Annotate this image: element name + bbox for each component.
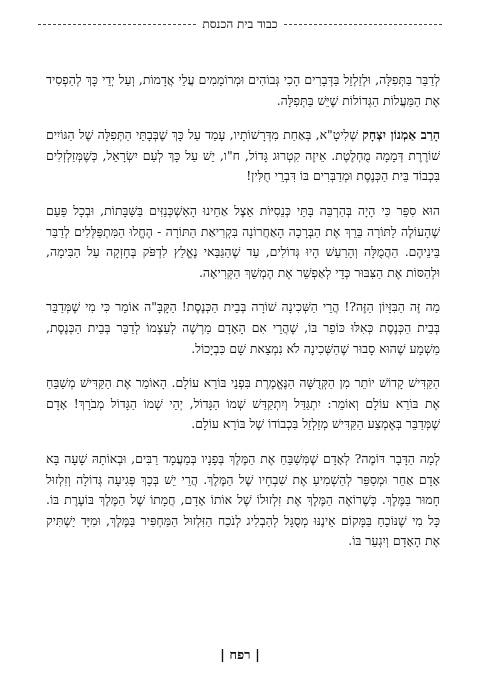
- paragraph-text: שְׁלִיטָ"א, בְּאַחַת מִדְּרָשׁוֹתָיו, עָמַד עַל כָּךְ שֶׁבְּבָתֵּי הַתְּפִלָּה שֶׁל הַגּוֹיִים שׁוֹרֶרֶת דְּמָמָה מֻחְלֶטֶת. אֵיזֶה קִטְרוּג גָּדוֹל, ח"ו, יֵשׁ עַל כָּךְ לְעַם יִשְׂרָאֵל, כְּשֶׁמְּזַלְזְלִים בִּכְבוֹד בֵּית הַכְּנֶסֶת וּמְדַבְּרִים בּוֹ דִּבְרֵי חֻלִּין!: [46, 127, 440, 184]
- paragraph: הוּא סִפֵּר כִּי הָיָה בְּהַרְבֵּה בָּתֵּי כְּנֵסִיּוֹת אֵצֶל אַחֵינוּ הָאַשְׁכְּנַזִּים בַּשַּׁבָּתוֹת, וּבְכָל פַּעַם שֶׁהָעוֹלֶה לַתּוֹרָה בֵּרֵךְ אֶת הַבְּרָכָה הָאַחֲרוֹנָה בִּקְרִיאַת הַתּוֹרָה - הֶחֱלוּ הַמִּתְפַּלְּלִים לְדַבֵּר בֵּינֵיהֶם. הַהֲמֻלָּה וְהָרַעַשׁ הָיוּ גְּדוֹלִים, עַד שֶׁהַגַּבַּאי נֶאֱלַץ לִדְפֹּק בְּחָזְקָה עַל הַבִּימָה, וּלְהַסּוֹת אֶת הַצִּבּוּר כְּדֵי לְאַפְשֵׁר אֶת הֶמְשֵׁךְ הַקְּרִיאָה.: [46, 202, 440, 280]
- page-number: | רפח |: [220, 648, 260, 663]
- running-header: [38, 14, 442, 34]
- rabbi-name: הָרַב אַמְנוֹן יִצְחָק: [362, 127, 440, 143]
- header-rule-left: [38, 24, 196, 25]
- paragraph: לְדַבֵּר בַּתְּפִלָּה, וּלְזַלְזֵל בַּדְּבָרִים הָכִי גְּבוֹהִים וּמְרוֹמָמִים עֲלֵי אֲדָמוֹת, וְעַל יְדֵי כָּךְ לְהַפְסִיד אֶת הַמַּעֲלוֹת הַגְּדוֹלוֹת שֶׁיֵּשׁ בַּתְּפִלָּה.: [46, 72, 440, 108]
- header-title: כבוד בית הכנסת: [202, 16, 278, 31]
- body-text: [46, 70, 440, 566]
- paragraph: הַקַּדִּישׁ קָדוֹשׁ יוֹתֵר מִן הַקְּדֻשָּׁה הַנֶּאֱמֶרֶת בִּפְנֵי בּוֹרֵא עוֹלָם. הָאוֹמֵר אֶת הַקַּדִּישׁ מְשַׁבֵּחַ אֶת בּוֹרֵא עוֹלָם וְאוֹמֵר: יִתְגַּדַּל וְיִתְקַדַּשׁ שְׁמוֹ הַגָּדוֹל, יְהֵי שְׁמוֹ הַגָּדוֹל מְבֹרָךְ! אָדָם שֶׁמְּדַבֵּר בְּאֶמְצַע הַקַּדִּישׁ מְזַלְזֵל בִּכְבוֹדוֹ שֶׁל בּוֹרֵא עוֹלָם.: [46, 375, 440, 432]
- paragraph: מַה זֶּה הַבִּזָּיוֹן הַזֶּה?! הֲרֵי הַשְּׁכִינָה שׁוֹרָה בְּבֵית הַכְּנֶסֶת! הַקָּבָּ"ה אוֹמֵר כִּי מִי שֶׁמְּדַבֵּר בְּבֵית הַכְּנֶסֶת כְּאִלּוּ כּוֹפֵר בּוֹ, שֶׁהֲרֵי אִם הָאָדָם מַרְשֶׁה לְעַצְמוֹ לְדַבֵּר בְּבֵית הַכְּנֶסֶת, מַשְׁמָע שֶׁהוּא סָבוּר שֶׁהַשְּׁכִינָה לֹא נִמְצֵאת שָׁם כִּבְיָכוֹל.: [46, 299, 440, 356]
- header-rule-right: [284, 24, 442, 25]
- paragraph: [46, 125, 440, 187]
- paragraph: לְמָה הַדָּבָר דּוֹמֶה? לְאָדָם שֶׁמְּשַׁבֵּחַ אֶת הַמֶּלֶךְ בְּפָנָיו בְּמַעֲמָד רַבִּים, וּבְאוֹתָהּ שָׁעָה בָּא אָדָם אַחֵר וּמְסַפֵּר לְהַשְׁמִיעַ אֶת שִׁבְחָיו שֶׁל הַמֶּלֶךְ. הֲרֵי יֵשׁ בְּכָךְ פְּגִיעָה גְּדוֹלָה וְזִלְזוּל חָמוּר בַּמֶּלֶךְ. כְּשֶׁרוֹאֶה הַמֶּלֶךְ אֶת זִלְזוּלוֹ שֶׁל אוֹתוֹ אָדָם, חֲמָתוֹ שֶׁל הַמֶּלֶךְ בּוֹעֶרֶת בּוֹ. כָּל מִי שֶׁנּוֹכֵחַ בַּמָּקוֹם אֵינֶנּוּ מְסֻגָּל לְהַבְלִיג לְנֹכַח הַזִּלְזוּל הַמַּחְפִּיר בַּמֶּלֶךְ, וּמִיָּד יַשְׁתִּיק אֶת הָאָדָם וְיִגְעַר בּוֹ.: [46, 450, 440, 549]
